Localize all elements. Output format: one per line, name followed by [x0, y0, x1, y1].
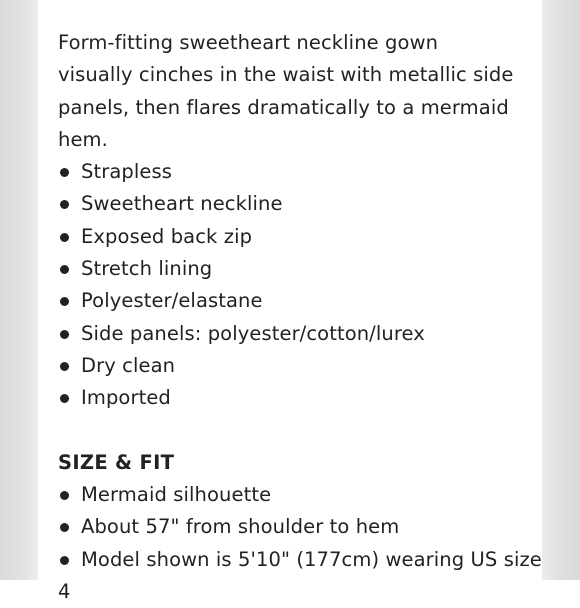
- bullet-icon: [60, 394, 69, 403]
- feature-item: [58, 188, 526, 220]
- section-spacer: [58, 415, 526, 447]
- model-info-line: [58, 544, 542, 576]
- feature-list: [58, 156, 526, 414]
- bullet-icon: [60, 200, 69, 209]
- product-description-card: [38, 0, 542, 604]
- bullet-icon: [60, 297, 69, 306]
- model-size-continuation: 4: [58, 580, 71, 604]
- size-fit-text: Mermaid silhouette: [81, 483, 272, 507]
- bullet-icon: [60, 330, 69, 339]
- right-background-edge: [542, 0, 580, 580]
- feature-item: [58, 285, 526, 317]
- feature-item: [58, 382, 526, 414]
- bullet-icon: [60, 168, 69, 177]
- feature-text: Side panels: polyester/cotton/lurex: [81, 321, 425, 345]
- feature-text: Sweetheart neckline: [81, 192, 283, 216]
- feature-item: [58, 221, 526, 253]
- description-intro: Form-fitting sweetheart neckline gown visually cinches in the waist with metallic side panels, then flares dramatically to a mermaid hem.: [58, 31, 514, 151]
- size-fit-item-model: [58, 544, 542, 608]
- bullet-icon: [60, 523, 69, 532]
- bullet-icon: [60, 265, 69, 274]
- feature-text: Strapless: [81, 160, 173, 184]
- feature-item: [58, 156, 526, 188]
- size-fit-text: About 57" from shoulder to hem: [81, 515, 400, 539]
- feature-text: Polyester/elastane: [81, 289, 263, 313]
- feature-text: Dry clean: [81, 353, 176, 377]
- feature-item: [58, 350, 526, 382]
- description-content: [58, 27, 542, 608]
- bullet-icon: [60, 362, 69, 371]
- feature-text: Imported: [81, 386, 171, 410]
- left-background-edge: [0, 0, 38, 580]
- size-fit-item: [58, 479, 526, 511]
- size-fit-heading: SIZE & FIT: [58, 450, 175, 474]
- bullet-icon: [60, 233, 69, 242]
- size-fit-list: [58, 479, 542, 608]
- model-info-text: Model shown is 5'10" (177cm) wearing US size: [81, 547, 542, 571]
- feature-item: [58, 253, 526, 285]
- bullet-icon: [60, 491, 69, 500]
- feature-item: [58, 318, 526, 350]
- size-fit-item: [58, 511, 526, 543]
- feature-text: Stretch lining: [81, 257, 213, 281]
- feature-text: Exposed back zip: [81, 224, 253, 248]
- bullet-icon: [60, 556, 69, 565]
